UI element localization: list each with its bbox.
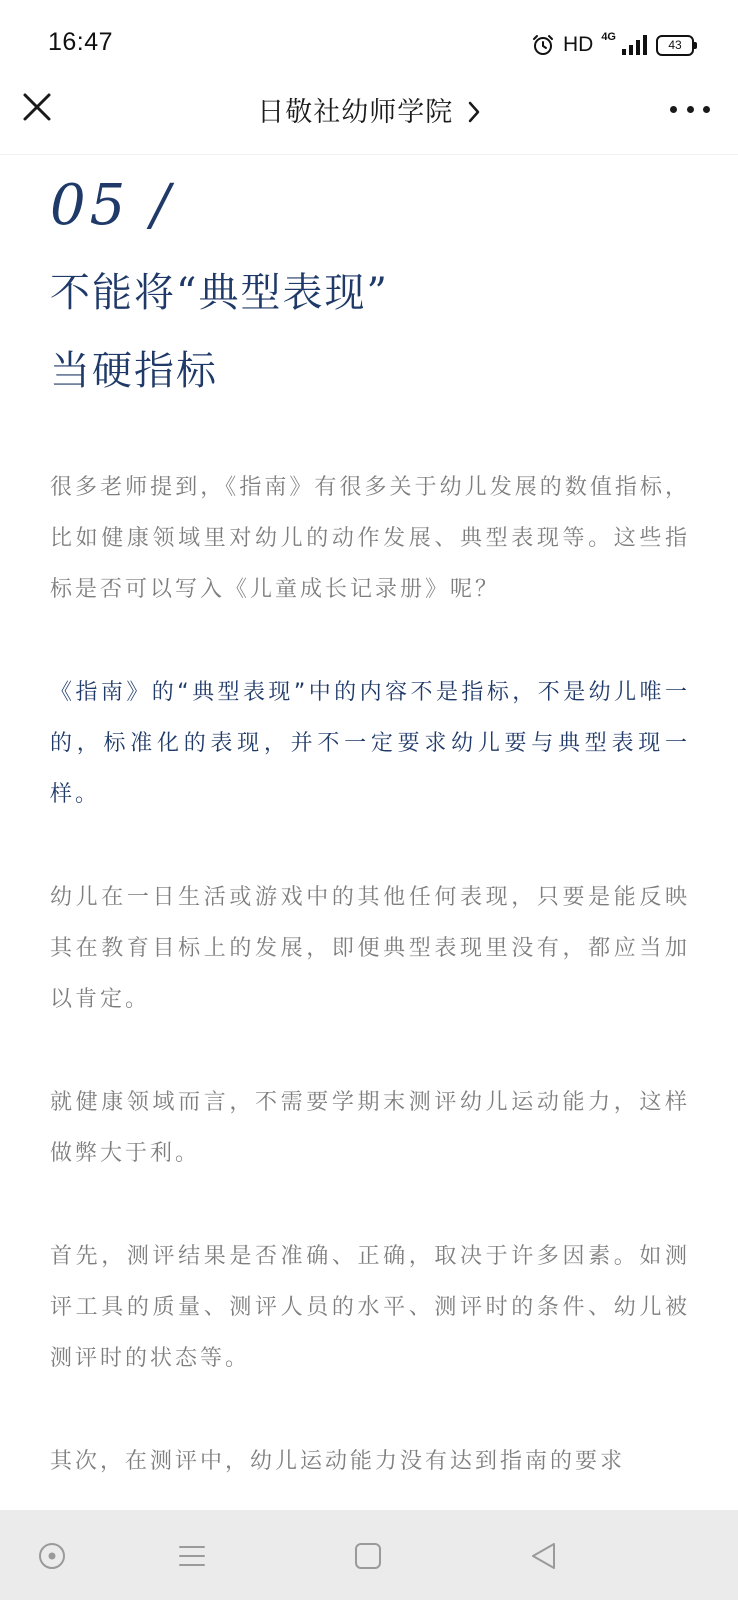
signal-icon [620,33,648,57]
status-time: 16:47 [48,28,114,56]
battery-level: 43 [668,38,682,52]
article-content [50,160,690,1539]
network-type: 4G [601,31,616,43]
alarm-icon [531,33,555,57]
article-paragraph: 首先，测评结果是否准确、正确，取决于许多因素。如测评工具的质量、测评人员的水平、测评时的条件、幼儿被测评时的状态等。 [50,1244,690,1371]
menu-icon [177,1541,207,1571]
section-number: 05 / [50,173,174,238]
more-icon [670,106,677,113]
article-paragraph: 幼儿在一日生活或游戏中的其他任何表现，只要是能反映其在教育目标上的发展，即便典型表现里没有，都应当加以肯定。 [50,885,690,1012]
article-paragraph: 就健康领域而言，不需要学期末测评幼儿运动能力，这样做弊大于利。 [50,1090,690,1166]
back-icon [529,1541,559,1571]
more-icon-dot [703,106,710,113]
article-paragraph: 很多老师提到，《指南》有很多关于幼儿发展的数值指标，比如健康领域里对幼儿的动作发展、典型表现等。这些指标是否可以写入《儿童成长记录册》呢？ [50,475,690,602]
back-button[interactable] [524,1536,564,1576]
section-title-line: 当硬指标 [50,348,218,394]
account-title-link[interactable] [0,90,738,129]
status-icons [531,30,694,60]
home-icon [353,1541,383,1571]
assistant-button[interactable] [32,1536,72,1576]
account-name: 日敬社幼师学院 [257,97,454,128]
chevron-right-icon [467,100,481,124]
article-paragraph: 其次，在测评中，幼儿运动能力没有达到指南的要求 [50,1449,626,1474]
more-button[interactable] [670,94,710,124]
more-icon-dot [687,106,694,113]
home-button[interactable] [348,1536,388,1576]
battery-icon [656,35,694,56]
system-nav-bar [0,1510,738,1600]
menu-button[interactable] [172,1536,212,1576]
section-title [50,254,690,410]
hd-indicator: HD [562,33,594,56]
nav-bar [0,72,738,155]
assistant-icon [37,1541,67,1571]
article-paragraph-highlight: 《指南》的“典型表现”中的内容不是指标，不是幼儿唯一的，标准化的表现，并不一定要求幼儿要与典型表现一样。 [50,680,690,807]
section-title-line: 不能将“典型表现” [50,270,389,316]
